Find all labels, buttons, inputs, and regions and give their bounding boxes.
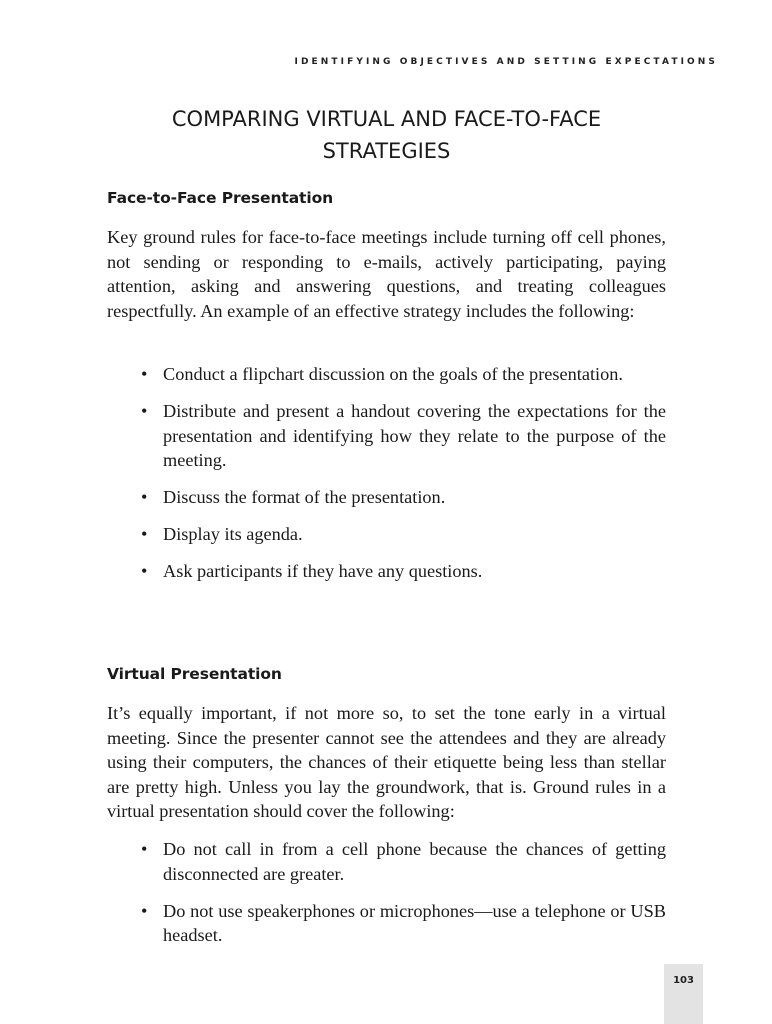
running-header: IDENTIFYING OBJECTIVES AND SETTING EXPECTATIONS bbox=[294, 57, 718, 67]
face-to-face-paragraph: Key ground rules for face-to-face meetings include turning off cell phones, not sending or responding to e-mails, actively participating, paying attention, asking and answering questions, and treating colleagues respectfully. An example of an effective strategy includes the following: bbox=[107, 227, 666, 321]
list-item: • Do not use speakerphones or microphones—use a telephone or USB headset. bbox=[141, 899, 666, 948]
section-heading-virtual: Virtual Presentation bbox=[107, 665, 282, 683]
virtual-bullet-list bbox=[141, 837, 666, 960]
list-item: • Ask participants if they have any questions. bbox=[141, 559, 666, 584]
list-item: • Do not call in from a cell phone because the chances of getting disconnected are greater. bbox=[141, 837, 666, 886]
page-number-tab bbox=[664, 964, 703, 1024]
page-title-line-2: STRATEGIES bbox=[322, 139, 451, 163]
face-to-face-bullet-list bbox=[141, 362, 666, 596]
page-title-line-1: COMPARING VIRTUAL AND FACE-TO-FACE bbox=[171, 107, 602, 131]
list-item: • Distribute and present a handout covering the expectations for the presentation and identifying how they relate to the purpose of the meeting. bbox=[141, 399, 666, 473]
page-title bbox=[107, 103, 666, 167]
page-number: 103 bbox=[673, 975, 694, 986]
list-item: • Conduct a flipchart discussion on the goals of the presentation. bbox=[141, 362, 666, 387]
list-item: • Display its agenda. bbox=[141, 522, 666, 547]
list-item: • Discuss the format of the presentation. bbox=[141, 485, 666, 510]
virtual-paragraph: It’s equally important, if not more so, to set the tone early in a virtual meeting. Since the presenter cannot see the attendees and they are already using their computers, the chances of their etiquette being less than stellar are pretty high. Unless you lay the groundwork, that is. Ground rules in a virtual presentation should cover the following: bbox=[107, 703, 666, 821]
section-heading-face-to-face: Face-to-Face Presentation bbox=[107, 189, 334, 207]
